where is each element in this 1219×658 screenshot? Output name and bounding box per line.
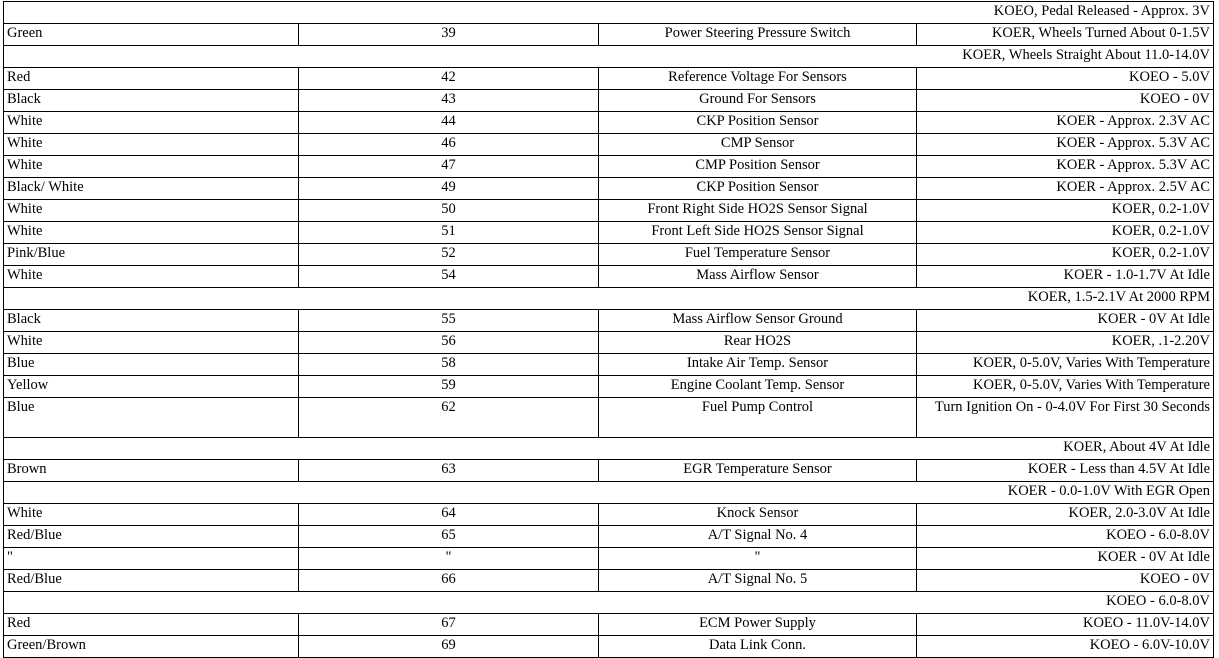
wire-color-cell: Red <box>4 68 299 90</box>
circuit-name-cell: Rear HO2S <box>599 332 917 354</box>
pin-number-cell: 39 <box>299 24 599 46</box>
table-row <box>4 526 1214 548</box>
wire-color-cell: Black <box>4 90 299 112</box>
circuit-name-cell: Engine Coolant Temp. Sensor <box>599 376 917 398</box>
table-row <box>4 178 1214 200</box>
table-row-continuation <box>4 438 1214 460</box>
circuit-name-cell: Knock Sensor <box>599 504 917 526</box>
pin-number-cell: 65 <box>299 526 599 548</box>
test-value-cell: KOER, 0-5.0V, Varies With Temperature <box>917 376 1214 398</box>
pin-number-cell: 69 <box>299 636 599 658</box>
test-value-cell: KOER - 0.0-1.0V With EGR Open <box>4 482 1214 504</box>
wire-color-cell: Pink/Blue <box>4 244 299 266</box>
table-row <box>4 134 1214 156</box>
test-value-cell: KOEO - 11.0V-14.0V <box>917 614 1214 636</box>
test-value-cell: KOER, 0-5.0V, Varies With Temperature <box>917 354 1214 376</box>
table-row <box>4 636 1214 658</box>
wire-color-cell: Red/Blue <box>4 526 299 548</box>
test-value-cell: KOER, 1.5-2.1V At 2000 RPM <box>4 288 1214 310</box>
circuit-name-cell: EGR Temperature Sensor <box>599 460 917 482</box>
test-value-cell: KOER, Wheels Straight About 11.0-14.0V <box>4 46 1214 68</box>
table-row-continuation <box>4 482 1214 504</box>
table-row <box>4 244 1214 266</box>
circuit-name-cell: CMP Sensor <box>599 134 917 156</box>
wire-color-cell: Blue <box>4 398 299 438</box>
circuit-name-cell: Reference Voltage For Sensors <box>599 68 917 90</box>
wire-color-cell: Black <box>4 310 299 332</box>
table-row <box>4 156 1214 178</box>
wire-color-cell: " <box>4 548 299 570</box>
test-value-cell: KOER, 2.0-3.0V At Idle <box>917 504 1214 526</box>
pin-number-cell: 46 <box>299 134 599 156</box>
table-row <box>4 222 1214 244</box>
wire-color-cell: White <box>4 222 299 244</box>
test-value-cell: KOEO - 6.0-8.0V <box>4 592 1214 614</box>
circuit-name-cell: Fuel Temperature Sensor <box>599 244 917 266</box>
table-row <box>4 266 1214 288</box>
table-row <box>4 332 1214 354</box>
pin-number-cell: 62 <box>299 398 599 438</box>
circuit-name-cell: Front Left Side HO2S Sensor Signal <box>599 222 917 244</box>
test-value-cell: KOER - Approx. 5.3V AC <box>917 134 1214 156</box>
pin-number-cell: 66 <box>299 570 599 592</box>
table-row <box>4 398 1214 438</box>
wire-color-cell: White <box>4 504 299 526</box>
circuit-name-cell: Ground For Sensors <box>599 90 917 112</box>
table-row-continuation <box>4 46 1214 68</box>
circuit-name-cell: Power Steering Pressure Switch <box>599 24 917 46</box>
pin-number-cell: 63 <box>299 460 599 482</box>
circuit-name-cell: CKP Position Sensor <box>599 178 917 200</box>
pin-number-cell: 51 <box>299 222 599 244</box>
test-value-cell: KOER - Approx. 2.5V AC <box>917 178 1214 200</box>
test-value-cell: Turn Ignition On - 0-4.0V For First 30 Seconds <box>917 398 1214 438</box>
test-value-cell: KOER, Wheels Turned About 0-1.5V <box>917 24 1214 46</box>
test-value-cell: KOER, 0.2-1.0V <box>917 244 1214 266</box>
table-row-continuation <box>4 592 1214 614</box>
pin-number-cell: 42 <box>299 68 599 90</box>
table-row <box>4 460 1214 482</box>
pin-number-cell: 59 <box>299 376 599 398</box>
table-row-continuation <box>4 2 1214 24</box>
pin-number-cell: 58 <box>299 354 599 376</box>
circuit-name-cell: A/T Signal No. 4 <box>599 526 917 548</box>
wire-color-cell: Green/Brown <box>4 636 299 658</box>
table-row <box>4 570 1214 592</box>
wire-color-cell: Black/ White <box>4 178 299 200</box>
pinout-table <box>3 1 1214 658</box>
test-value-cell: KOER - 1.0-1.7V At Idle <box>917 266 1214 288</box>
pin-number-cell: " <box>299 548 599 570</box>
wire-color-cell: White <box>4 200 299 222</box>
table-row <box>4 68 1214 90</box>
test-value-cell: KOER, 0.2-1.0V <box>917 222 1214 244</box>
test-value-cell: KOER, .1-2.20V <box>917 332 1214 354</box>
test-value-cell: KOER - Less than 4.5V At Idle <box>917 460 1214 482</box>
pin-number-cell: 50 <box>299 200 599 222</box>
wire-color-cell: Brown <box>4 460 299 482</box>
test-value-cell: KOEO, Pedal Released - Approx. 3V <box>4 2 1214 24</box>
test-value-cell: KOEO - 0V <box>917 570 1214 592</box>
circuit-name-cell: Fuel Pump Control <box>599 398 917 438</box>
table-row <box>4 376 1214 398</box>
test-value-cell: KOER, 0.2-1.0V <box>917 200 1214 222</box>
wire-color-cell: Blue <box>4 354 299 376</box>
wire-color-cell: White <box>4 134 299 156</box>
table-row <box>4 24 1214 46</box>
circuit-name-cell: A/T Signal No. 5 <box>599 570 917 592</box>
table-row <box>4 112 1214 134</box>
pin-number-cell: 44 <box>299 112 599 134</box>
table-row <box>4 310 1214 332</box>
circuit-name-cell: " <box>599 548 917 570</box>
test-value-cell: KOER - 0V At Idle <box>917 310 1214 332</box>
circuit-name-cell: Mass Airflow Sensor <box>599 266 917 288</box>
test-value-cell: KOER, About 4V At Idle <box>4 438 1214 460</box>
pin-number-cell: 47 <box>299 156 599 178</box>
pin-number-cell: 67 <box>299 614 599 636</box>
circuit-name-cell: Mass Airflow Sensor Ground <box>599 310 917 332</box>
test-value-cell: KOEO - 6.0V-10.0V <box>917 636 1214 658</box>
circuit-name-cell: Data Link Conn. <box>599 636 917 658</box>
test-value-cell: KOEO - 5.0V <box>917 68 1214 90</box>
circuit-name-cell: Intake Air Temp. Sensor <box>599 354 917 376</box>
test-value-cell: KOEO - 6.0-8.0V <box>917 526 1214 548</box>
pin-number-cell: 64 <box>299 504 599 526</box>
wire-color-cell: White <box>4 266 299 288</box>
table-row <box>4 614 1214 636</box>
pin-number-cell: 56 <box>299 332 599 354</box>
pin-number-cell: 52 <box>299 244 599 266</box>
wire-color-cell: Green <box>4 24 299 46</box>
circuit-name-cell: CMP Position Sensor <box>599 156 917 178</box>
pin-number-cell: 55 <box>299 310 599 332</box>
test-value-cell: KOEO - 0V <box>917 90 1214 112</box>
wire-color-cell: Red <box>4 614 299 636</box>
wire-color-cell: White <box>4 332 299 354</box>
table-row-continuation <box>4 288 1214 310</box>
pin-number-cell: 49 <box>299 178 599 200</box>
wire-color-cell: Yellow <box>4 376 299 398</box>
table-row <box>4 200 1214 222</box>
test-value-cell: KOER - Approx. 5.3V AC <box>917 156 1214 178</box>
circuit-name-cell: Front Right Side HO2S Sensor Signal <box>599 200 917 222</box>
table-row <box>4 354 1214 376</box>
wire-color-cell: White <box>4 156 299 178</box>
wire-color-cell: White <box>4 112 299 134</box>
wire-color-cell: Red/Blue <box>4 570 299 592</box>
circuit-name-cell: CKP Position Sensor <box>599 112 917 134</box>
circuit-name-cell: ECM Power Supply <box>599 614 917 636</box>
test-value-cell: KOER - 0V At Idle <box>917 548 1214 570</box>
test-value-cell: KOER - Approx. 2.3V AC <box>917 112 1214 134</box>
pin-number-cell: 43 <box>299 90 599 112</box>
table-row <box>4 504 1214 526</box>
table-row <box>4 548 1214 570</box>
table-row <box>4 90 1214 112</box>
pin-number-cell: 54 <box>299 266 599 288</box>
pinout-table-body <box>4 2 1214 658</box>
